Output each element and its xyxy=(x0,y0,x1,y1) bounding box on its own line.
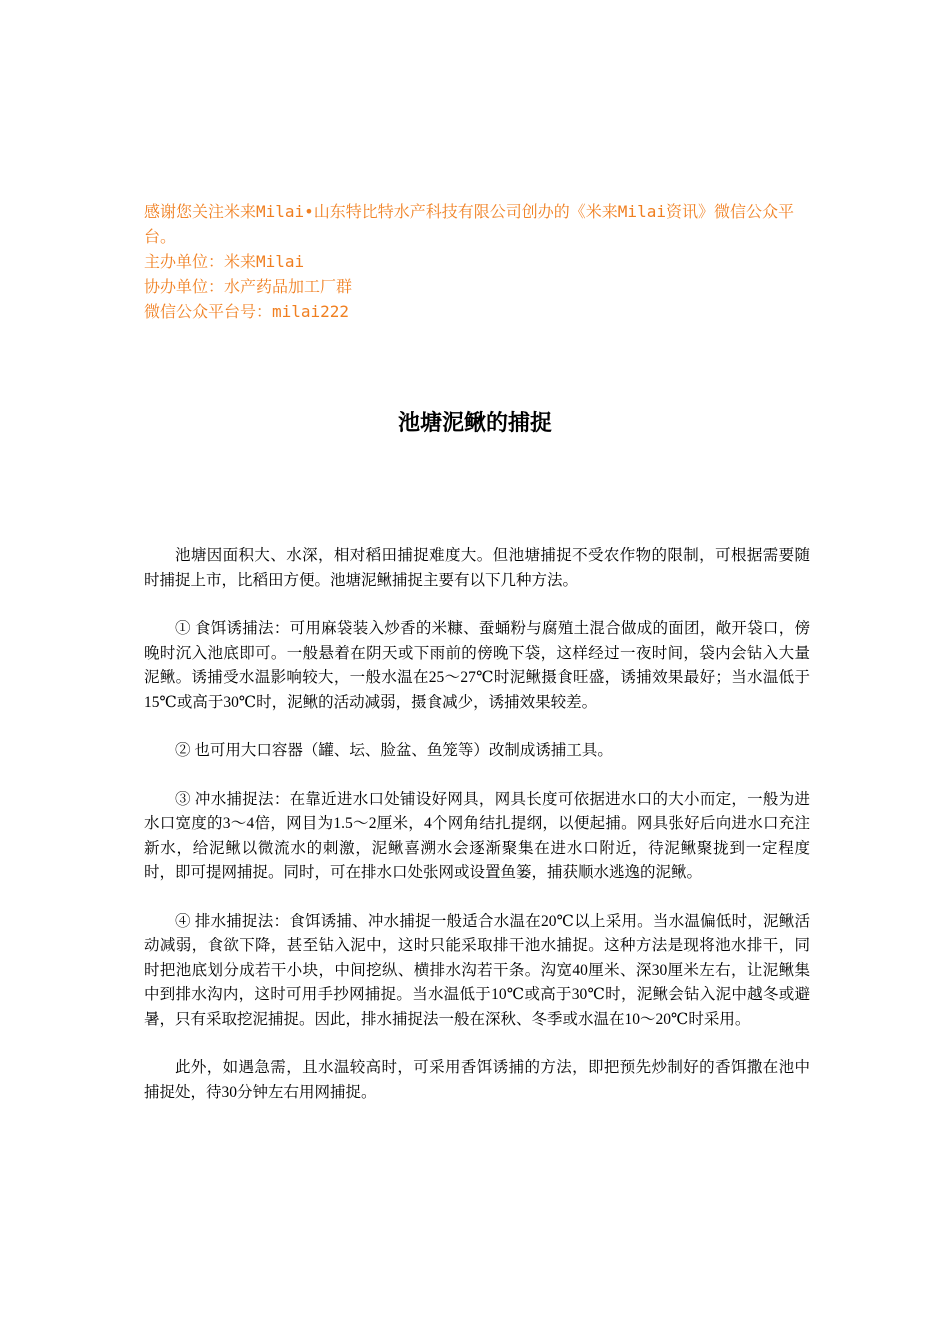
article-body xyxy=(144,544,810,1129)
paragraph-flush-method: ③ 冲水捕捉法：在靠近进水口处铺设好网具，网具长度可依据进水口的大小而定，一般为进水口宽度的3～4倍，网目为1.5～2厘米，4个网角结扎提纲，以便起捕。网具张好后向进水口充注新水，给泥鳅以微流水的刺激，泥鳅喜溯水会逐渐聚集在进水口附近，待泥鳅聚拢到一定程度时，即可提网捕捉。同时，可在排水口处张网或设置鱼篓，捕获顺水逃逸的泥鳅。 xyxy=(144,790,810,881)
promo-header xyxy=(144,199,824,324)
paragraph-intro: 池塘因面积大、水深，相对稻田捕捉难度大。但池塘捕捉不受农作物的限制，可根据需要随时捕捉上市，比稻田方便。池塘泥鳅捕捉主要有以下几种方法。 xyxy=(144,547,810,589)
host-unit-line: 主办单位：米来Milai xyxy=(144,252,305,271)
wechat-account-line: 微信公众平台号：milai222 xyxy=(144,302,350,321)
promo-intro-line: 感谢您关注米来Milai•山东特比特水产科技有限公司创办的《米来Milai资讯》微信公众平台。 xyxy=(144,202,794,246)
co-host-unit-line: 协办单位：水产药品加工厂群 xyxy=(144,277,353,296)
paragraph-drain-method: ④ 排水捕捉法：食饵诱捕、冲水捕捉一般适合水温在20℃以上采用。当水温偏低时，泥鳅活动减弱，食欲下降，甚至钻入泥中，这时只能采取排干池水捕捉。这种方法是现将池水排干，同时把池底划分成若干小块，中间挖纵、横排水沟若干条。沟宽40厘米、深30厘米左右，让泥鳅集中到排水沟内，这时可用手抄网捕捉。当水温低于10℃或高于30℃时，泥鳅会钻入泥中越冬或避暑，只有采取挖泥捕捉。因此，排水捕捉法一般在深秋、冬季或水温在10～20℃时采用。 xyxy=(144,912,810,1028)
article-title: 池塘泥鳅的捕捉 xyxy=(397,410,552,436)
paragraph-bait-method: ① 食饵诱捕法：可用麻袋装入炒香的米糠、蚕蛹粉与腐殖土混合做成的面团，敞开袋口，傍晚时沉入池底即可。一般悬着在阴天或下雨前的傍晚下袋，这样经过一夜时间，袋内会钻入大量泥鳅。诱捕受水温影响较大，一般水温在25～27℃时泥鳅摄食旺盛，诱捕效果最好；当水温低于15℃或高于30℃时，泥鳅的活动减弱，摄食减少，诱捕效果较差。 xyxy=(144,620,810,711)
paragraph-container-method: ② 也可用大口容器（罐、坛、脸盆、鱼笼等）改制成诱捕工具。 xyxy=(175,742,613,759)
paragraph-additional-method: 此外，如遇急需，且水温较高时，可采用香饵诱捕的方法，即把预先炒制好的香饵撒在池中捕捉处，待30分钟左右用网捕捉。 xyxy=(144,1059,810,1101)
